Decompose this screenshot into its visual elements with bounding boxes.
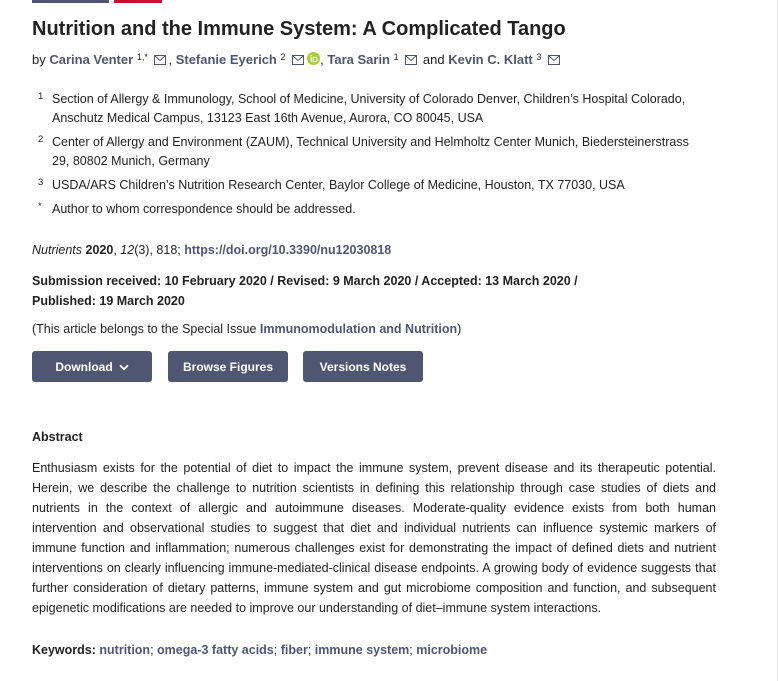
mail-icon[interactable] [405, 53, 417, 68]
author-and: and [422, 52, 445, 67]
author-sup: 1,* [136, 52, 148, 62]
mail-icon[interactable] [292, 53, 304, 68]
mail-icon[interactable] [548, 53, 560, 68]
mail-icon[interactable] [154, 53, 166, 68]
versions-notes-button[interactable]: Versions Notes [303, 351, 423, 382]
special-issue-link[interactable]: Immunomodulation and Nutrition [259, 322, 458, 336]
top-tab-indicator[interactable] [32, 0, 109, 3]
keyword-link[interactable]: immune system [314, 643, 410, 657]
download-label: Download [55, 359, 113, 374]
keyword-separator: ; [307, 643, 312, 657]
special-issue-note [32, 322, 461, 336]
author-list [32, 52, 562, 68]
affiliation-number: 1 [38, 91, 44, 102]
download-button[interactable] [32, 351, 152, 382]
affiliation-number: * [38, 201, 42, 212]
author-link-eyerich[interactable]: Stefanie Eyerich [175, 52, 277, 67]
abstract-text: Enthusiasm exists for the potential of diet to impact the immune system, prevent disease and its therapeutic potential. Herein, we describe the challenge to nutrition scientists in defining this relationship through case studies of diets and nutrients in the context of allergic and autoimmune diseases. Moderate-quality evidence exists from both human intervention and observational studies to suggest that diet and individual nutrients can influence systemic markers of immune function and inflammation; numerous challenges exist for demonstrating the impact of defined diets and nutrient interventions on clearly influencing immune-mediated-clinical disease endpoints. A growing body of evidence suggests that further consideration of dietary patterns, immune system and gut microbiome composition and function, and subsequent epigenetic modifications are needed to improve our understanding of diet–immune system interactions. [32, 461, 716, 615]
submission-dates: Submission received: 10 February 2020 / Revised: 9 March 2020 / Accepted: 13 March 2020 / Published: 19 March 2020 [32, 274, 578, 308]
affiliation-number: 2 [38, 134, 44, 145]
special-issue-suffix: ) [457, 322, 462, 336]
special-issue-prefix: (This article belongs to the Special Issue [32, 322, 260, 336]
keywords [32, 643, 487, 657]
citation-rest: (3), 818; [134, 243, 181, 257]
chevron-down-icon [119, 360, 129, 374]
doi-link[interactable]: https://doi.org/10.3390/nu12030818 [184, 243, 392, 257]
keyword-link[interactable]: nutrition [99, 643, 151, 657]
abstract-heading: Abstract [32, 430, 83, 444]
author-sup: 3 [536, 52, 542, 62]
affiliation-text: USDA/ARS Children’s Nutrition Research Center, Baylor College of Medicine, Houston, TX 77030, USA [52, 178, 625, 192]
affiliation-number: 3 [38, 177, 44, 188]
citation-volume: 12 [120, 243, 135, 257]
author-separator: , [168, 52, 173, 67]
keyword-separator: ; [273, 643, 278, 657]
journal-name: Nutrients [32, 243, 83, 257]
author-sup: 2 [280, 52, 286, 62]
keyword-link[interactable]: fiber [280, 643, 308, 657]
affiliation-text: Author to whom correspondence should be addressed. [52, 202, 356, 216]
affiliations [32, 90, 692, 224]
affiliation-item [32, 90, 692, 128]
keywords-label: Keywords: [32, 643, 96, 657]
author-separator: , [320, 52, 324, 67]
citation-year: 2020 [85, 243, 114, 257]
keyword-separator: ; [409, 643, 413, 657]
keyword-link[interactable]: microbiome [416, 643, 488, 657]
top-tab-indicator-red[interactable] [114, 0, 162, 3]
affiliation-item [32, 200, 692, 219]
citation: Nutrients 2020, 12(3), 818; https://doi.org/10.3390/nu12030818 [32, 243, 392, 257]
keyword-link[interactable]: omega-3 fatty acids [157, 643, 274, 657]
orcid-icon[interactable] [307, 52, 320, 68]
affiliation-item [32, 133, 692, 171]
keyword-separator: ; [150, 643, 154, 657]
article-title: Nutrition and the Immune System: A Complicated Tango [32, 18, 566, 40]
affiliation-text: Section of Allergy & Immunology, School of Medicine, University of Colorado Denver, Children’s Hospital Colorado, Anschutz Medical Campus, 13123 East 16th Avenue, Aurora, CO 80045, USA [52, 92, 686, 125]
author-link-sarin[interactable]: Tara Sarin [327, 52, 390, 67]
browse-figures-button[interactable]: Browse Figures [168, 351, 288, 382]
author-link-venter[interactable]: Carina Venter [49, 52, 134, 67]
author-link-klatt[interactable]: Kevin C. Klatt [448, 52, 533, 67]
affiliation-text: Center of Allergy and Environment (ZAUM), Technical University and Helmholtz Center Munich, Biedersteinerstrass 29, 80802 Munich, Germany [52, 135, 689, 168]
author-sup: 1 [393, 52, 399, 62]
affiliation-item [32, 176, 692, 195]
authors-prefix: by [32, 52, 46, 67]
